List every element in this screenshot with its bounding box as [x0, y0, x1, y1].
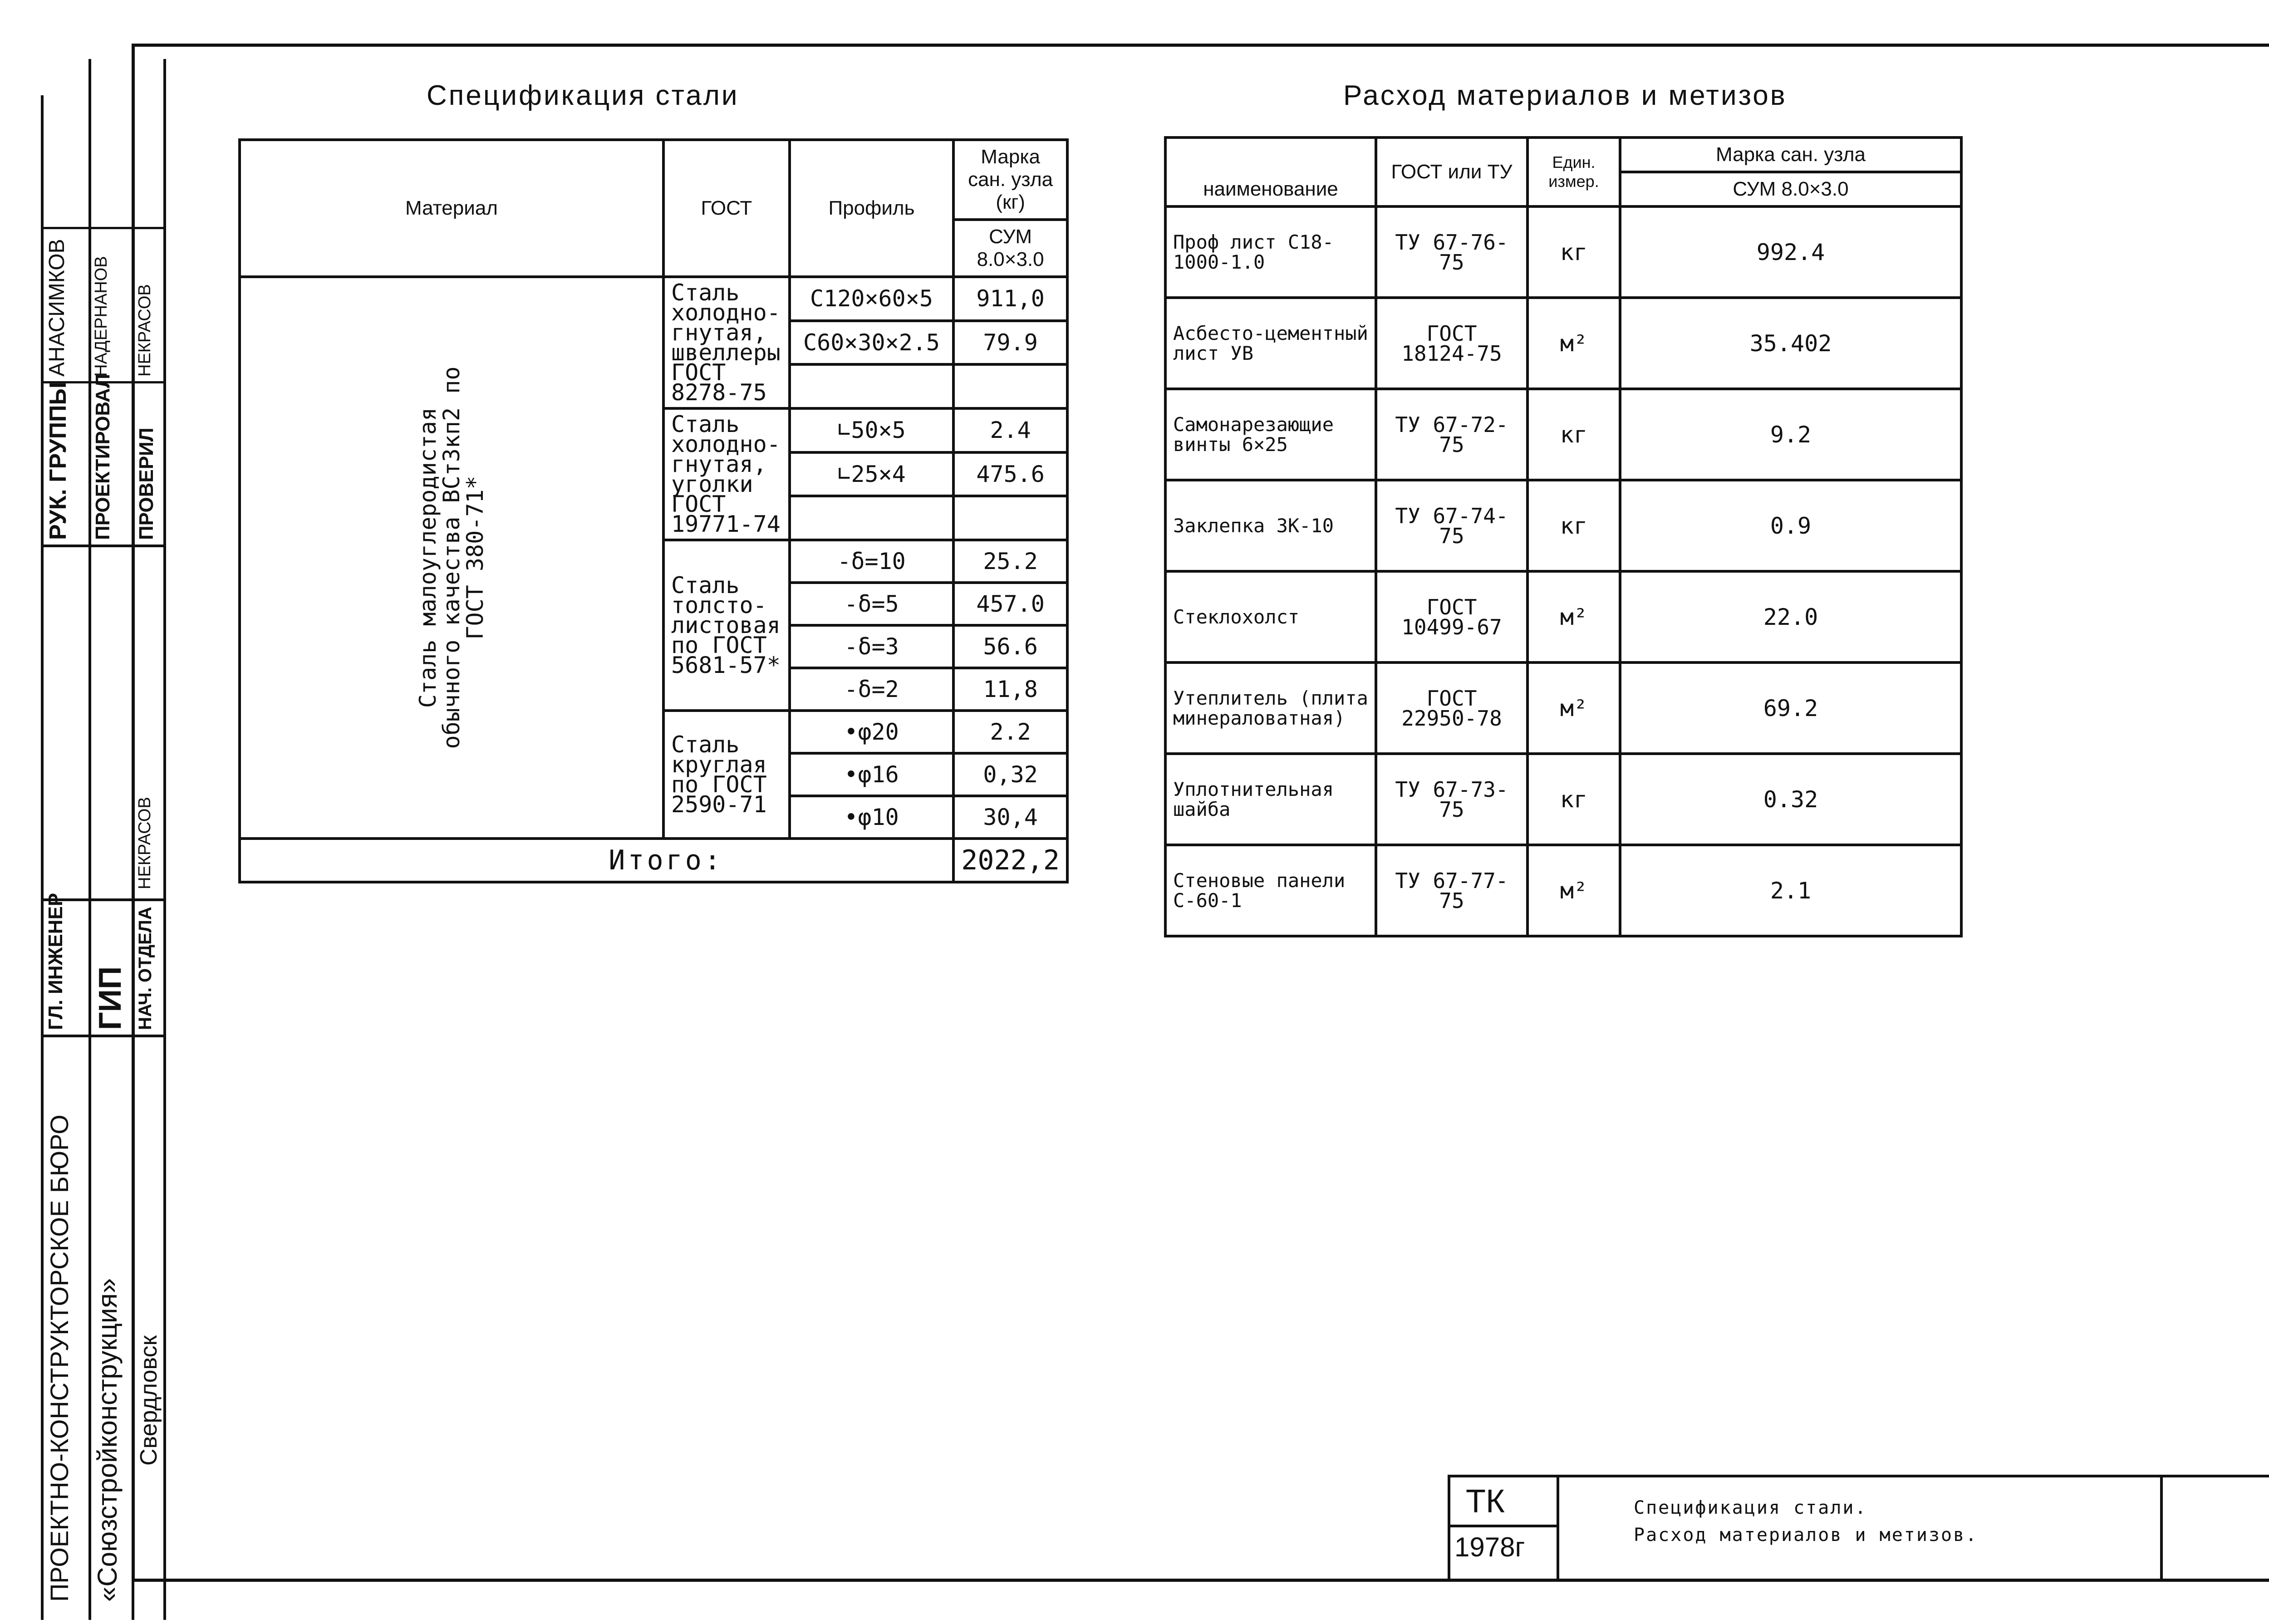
- col-mark: Марка сан. узла (кг): [953, 140, 1067, 220]
- steel-spec-table: [238, 138, 1069, 883]
- profile-cell: -δ=2: [790, 668, 953, 711]
- col-material: Материал: [240, 140, 663, 277]
- col-mark-sub: СУМ 8.0×3.0: [953, 220, 1067, 277]
- bureau-city: Свердловск: [136, 1335, 162, 1466]
- material-row: [1165, 389, 1961, 480]
- name-cell: Стеновые панели С-60-1: [1165, 845, 1376, 936]
- col-profile: Профиль: [790, 140, 953, 277]
- total-label: Итого:: [240, 839, 953, 882]
- stamp-code: ТК: [1466, 1483, 1505, 1520]
- name-designer: НАДЕРНАНОВ: [92, 256, 111, 377]
- profile-cell: •φ16: [790, 753, 953, 796]
- profile-cell: [790, 496, 953, 540]
- value-cell: 69.2: [1620, 662, 1961, 754]
- gost-cell: Сталь холодно-гнутая, уголки ГОСТ 19771-74: [663, 408, 790, 540]
- left-title-block: [41, 45, 162, 1602]
- gost-cell: Сталь толсто-листовая по ГОСТ 5681-57*: [663, 540, 790, 711]
- value-cell: [953, 496, 1067, 540]
- name-checker: НЕКРАСОВ: [135, 284, 154, 377]
- gost-cell: Сталь холодно-гнутая, швеллеры ГОСТ 8278-75: [663, 277, 790, 408]
- unit-cell: м²: [1527, 845, 1620, 936]
- value-cell: 22.0: [1620, 571, 1961, 662]
- col-name: наименование: [1165, 137, 1376, 206]
- col-gost: ГОСТ: [663, 140, 790, 277]
- value-cell: 2.4: [953, 408, 1067, 452]
- profile-cell: ∟50×5: [790, 408, 953, 452]
- consumption-title: Расход материалов и метизов: [1343, 80, 1787, 111]
- profile-cell: ∟25×4: [790, 452, 953, 496]
- material-row: [1165, 662, 1961, 754]
- stamp-year: 1978г: [1454, 1532, 1525, 1562]
- stamp-line1: Спецификация стали.: [1634, 1497, 1867, 1518]
- profile-cell: С120×60×5: [790, 277, 953, 321]
- value-cell: 56.6: [953, 625, 1067, 668]
- unit-cell: м²: [1527, 662, 1620, 754]
- gost-cell: ГОСТ 10499-67: [1376, 571, 1527, 662]
- name-dept-head: НЕКРАСОВ: [135, 797, 154, 889]
- role-dept-head: НАЧ. ОТДЕЛА: [135, 907, 155, 1030]
- profile-cell: -δ=5: [790, 583, 953, 625]
- value-cell: 9.2: [1620, 389, 1961, 480]
- materials-table: [1164, 136, 1963, 937]
- role-chief-engineer: ГЛ. ИНЖЕНЕР: [44, 893, 67, 1030]
- gost-cell: ТУ 67-76-75: [1376, 206, 1527, 298]
- name-cell: Проф лист С18-1000-1.0: [1165, 206, 1376, 298]
- material-row: [1165, 754, 1961, 845]
- name-cell: Стеклохолст: [1165, 571, 1376, 662]
- gost-cell: ТУ 67-74-75: [1376, 480, 1527, 571]
- name-cell: Уплотнительная шайба: [1165, 754, 1376, 845]
- unit-cell: кг: [1527, 754, 1620, 845]
- role-group-head: РУК. ГРУППЫ: [45, 382, 71, 540]
- value-cell: 25.2: [953, 540, 1067, 583]
- role-gip: ГИП: [92, 966, 128, 1030]
- gost-cell: ТУ 67-77-75: [1376, 845, 1527, 936]
- name-cell: Заклепка ЗК-10: [1165, 480, 1376, 571]
- unit-cell: кг: [1527, 389, 1620, 480]
- value-cell: 475.6: [953, 452, 1067, 496]
- name-cell: Самонарезающие винты 6×25: [1165, 389, 1376, 480]
- gost-cell: ГОСТ 22950-78: [1376, 662, 1527, 754]
- unit-cell: кг: [1527, 480, 1620, 571]
- name-group-head: АНАСИМКОВ: [45, 239, 69, 377]
- unit-cell: м²: [1527, 298, 1620, 389]
- spec-row: [240, 277, 1067, 321]
- material-cell: [240, 277, 663, 839]
- value-cell: 992.4: [1620, 206, 1961, 298]
- gost-cell: Сталь круглая по ГОСТ 2590-71: [663, 711, 790, 839]
- value-cell: 0.32: [1620, 754, 1961, 845]
- material-row: [1165, 571, 1961, 662]
- total-value: 2022,2: [953, 839, 1067, 882]
- value-cell: 2.1: [1620, 845, 1961, 936]
- value-cell: 79.9: [953, 321, 1067, 365]
- profile-cell: •φ10: [790, 796, 953, 839]
- material-row: [1165, 206, 1961, 298]
- gost-cell: ТУ 67-73-75: [1376, 754, 1527, 845]
- value-cell: 0,32: [953, 753, 1067, 796]
- profile-cell: С60×30×2.5: [790, 321, 953, 365]
- value-cell: 11,8: [953, 668, 1067, 711]
- col-unit: Един. измер.: [1527, 137, 1620, 206]
- material-row: [1165, 480, 1961, 571]
- role-designer: ПРОЕКТИРОВАЛ: [92, 373, 114, 540]
- col-mark-sub: СУМ 8.0×3.0: [1620, 172, 1961, 206]
- profile-cell: -δ=3: [790, 625, 953, 668]
- profile-cell: •φ20: [790, 711, 953, 753]
- profile-cell: [790, 364, 953, 408]
- material-text: Сталь малоуглеродистая обычного качества ВСт3кп2 по ГОСТ 380-71*: [415, 366, 488, 749]
- unit-cell: м²: [1527, 571, 1620, 662]
- value-cell: 35.402: [1620, 298, 1961, 389]
- gost-cell: ГОСТ 18124-75: [1376, 298, 1527, 389]
- col-mark: Марка сан. узла: [1620, 137, 1961, 172]
- name-cell: Асбесто-цементный лист УВ: [1165, 298, 1376, 389]
- spec-title: Спецификация стали: [427, 80, 739, 111]
- value-cell: 30,4: [953, 796, 1067, 839]
- value-cell: 2.2: [953, 711, 1067, 753]
- profile-cell: -δ=10: [790, 540, 953, 583]
- bureau-name: ПРОЕКТНО-КОНСТРУКТОРСКОЕ БЮРО: [45, 1114, 74, 1602]
- value-cell: 457.0: [953, 583, 1067, 625]
- gost-cell: ТУ 67-72-75: [1376, 389, 1527, 480]
- material-row: [1165, 845, 1961, 936]
- value-cell: [953, 364, 1067, 408]
- material-row: [1165, 298, 1961, 389]
- col-gost-tu: ГОСТ или ТУ: [1376, 137, 1527, 206]
- value-cell: 0.9: [1620, 480, 1961, 571]
- role-checker: ПРОВЕРИЛ: [135, 427, 157, 540]
- value-cell: 911,0: [953, 277, 1067, 321]
- name-cell: Утеплитель (плита минераловатная): [1165, 662, 1376, 754]
- unit-cell: кг: [1527, 206, 1620, 298]
- stamp-line2: Расход материалов и метизов.: [1634, 1525, 1978, 1545]
- bureau-org: «Союзстройконструкция»: [92, 1278, 123, 1602]
